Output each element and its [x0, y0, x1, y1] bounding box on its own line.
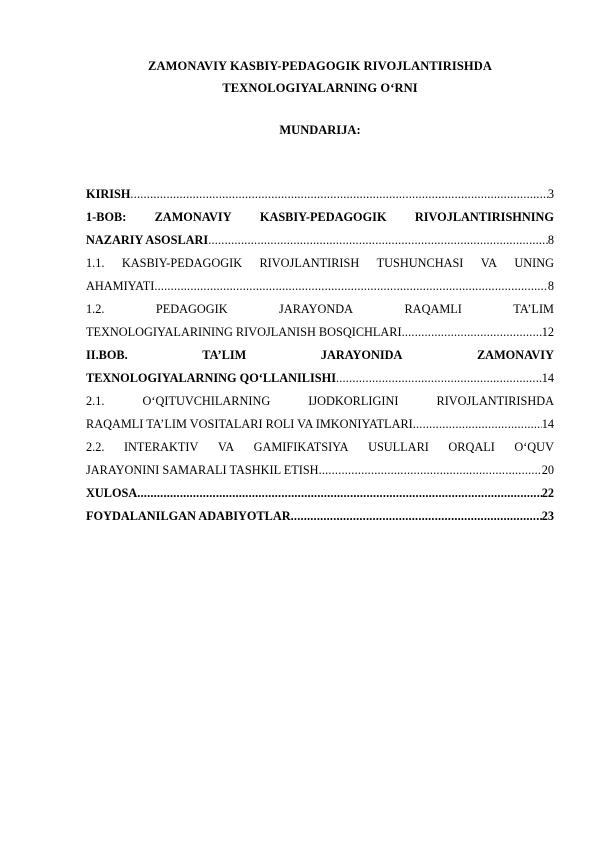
- toc-entry-bob2-line1: [86, 344, 554, 367]
- toc-page-number: 22: [541, 486, 554, 500]
- contents-heading: MUNDARIJA:: [279, 123, 361, 137]
- toc-page-number: 20: [541, 463, 554, 477]
- toc-page-number: 14: [541, 371, 554, 385]
- toc-entry-title: NAZARIY ASOSLARI: [86, 233, 209, 247]
- toc-word: VA: [217, 440, 235, 454]
- toc-entry-xulosa: [86, 482, 554, 505]
- toc-entry-title: TEXNOLOGIYALARNING QO‘LLANILISHI: [86, 371, 336, 385]
- toc-entry-s22-line2: [86, 459, 554, 482]
- dot-leader: [154, 275, 548, 298]
- toc-entry-title: KIRISH: [86, 187, 131, 201]
- toc-word: ORQALI: [448, 440, 495, 454]
- toc-word: KASBIY-PEDAGOGIK: [121, 256, 243, 270]
- toc-word: TA’LIM: [202, 348, 247, 362]
- toc-entry-title: JARAYONINI SAMARALI TASHKIL ETISH: [86, 463, 319, 477]
- toc-entry-title: FOYDALANILGAN ADABIYOTLAR: [86, 509, 291, 523]
- toc-page-number: 3: [547, 187, 554, 201]
- toc-entry-bob1-line1: [86, 206, 554, 229]
- toc-page-number: 8: [547, 279, 554, 293]
- toc-entry-s12-line1: [86, 298, 554, 321]
- toc-word: ZAMONAVIY: [154, 210, 232, 224]
- toc-word: PEDAGOGIK: [155, 302, 228, 316]
- toc-word: RIVOJLANTIRISH: [259, 256, 360, 270]
- toc-entry-s21-line1: [86, 390, 554, 413]
- toc-word: USULLARI: [368, 440, 429, 454]
- toc-entry-title: AHAMIYATI: [86, 279, 155, 293]
- toc-word: 2.1.: [86, 394, 105, 408]
- toc-word: II.BOB.: [86, 348, 128, 362]
- toc-entry-s22-line1: [86, 436, 554, 459]
- toc-word: RAQAMLI: [404, 302, 462, 316]
- dot-leader: [319, 459, 542, 482]
- toc-word: TUSHUNCHASI: [376, 256, 464, 270]
- toc-word: 2.2.: [86, 440, 105, 454]
- toc-word: VA: [480, 256, 497, 270]
- toc-word: UNING: [514, 256, 554, 270]
- document-title-line-2: TEXNOLOGIYALARNING O‘RNI: [222, 81, 418, 95]
- toc-entry-s12-line2: [86, 321, 554, 344]
- toc-word: 1.2.: [86, 302, 105, 316]
- toc-word: KASBIY-PEDAGOGIK: [259, 210, 387, 224]
- toc-page-number: 23: [541, 509, 554, 523]
- toc-word: JARAYONIDA: [320, 348, 403, 362]
- dot-leader: [336, 367, 542, 390]
- dot-leader: [413, 413, 542, 436]
- toc-page-number: 14: [541, 417, 554, 431]
- document-title-line-1: ZAMONAVIY KASBIY-PEDAGOGIK RIVOJLANTIRISHDA: [148, 59, 492, 73]
- toc-word: O‘QITUVCHILARNING: [142, 394, 271, 408]
- toc-word: INTERAKTIV: [123, 440, 199, 454]
- toc-entry-s11-line2: [86, 275, 554, 298]
- toc-entry-bob2-line2: [86, 367, 554, 390]
- toc-entry-adabiyotlar: [86, 505, 554, 528]
- toc-entry-s11-line1: [86, 252, 554, 275]
- toc-entry-title: XULOSA: [86, 486, 138, 500]
- toc-word: JARAYONDA: [279, 302, 354, 316]
- dot-leader: [130, 183, 547, 206]
- toc-word: GAMIFIKATSIYA: [253, 440, 349, 454]
- toc-entry-bob1-line2: [86, 229, 554, 252]
- toc-entry-kirish: [86, 183, 554, 206]
- toc-entry-s21-line2: [86, 413, 554, 436]
- toc-entry-title: RAQAMLI TA’LIM VOSITALARI ROLI VA IMKONIYATLARI: [86, 417, 413, 431]
- toc-word: RIVOJLANTIRISHDA: [436, 394, 554, 408]
- toc-word: TA’LIM: [513, 302, 554, 316]
- toc-word: RIVOJLANTIRISHNING: [414, 210, 554, 224]
- dot-leader: [402, 321, 542, 344]
- toc-word: ZAMONAVIY: [476, 348, 554, 362]
- table-of-contents: [86, 183, 554, 528]
- toc-word: 1-BOB:: [86, 210, 127, 224]
- toc-page-number: 12: [541, 325, 554, 339]
- toc-entry-title: TEXNOLOGIYALARINING RIVOJLANISH BOSQICHLARI: [86, 325, 402, 339]
- dot-leader: [291, 505, 542, 528]
- dot-leader: [208, 229, 548, 252]
- toc-word: IJODKORLIGINI: [308, 394, 399, 408]
- toc-word: O‘QUV: [514, 440, 554, 454]
- toc-page-number: 8: [547, 233, 554, 247]
- dot-leader: [137, 482, 541, 505]
- toc-word: 1.1.: [86, 256, 105, 270]
